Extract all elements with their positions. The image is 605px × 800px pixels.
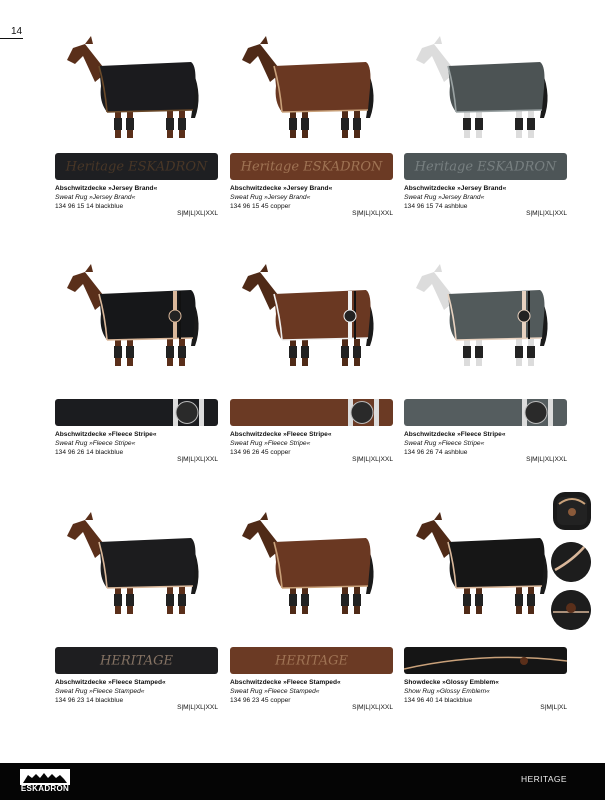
product-sizes: S|M|L|XL	[540, 704, 567, 711]
product-sizes: S|M|L|XL|XXL	[526, 456, 567, 463]
product-code: 134 96 15 14 blackblue	[55, 203, 124, 210]
product-subtitle: Sweat Rug »Fleece Stamped«	[230, 688, 320, 695]
fabric-swatch	[404, 399, 567, 426]
page-footer	[0, 763, 605, 800]
page-number-rule	[0, 38, 23, 39]
product-card	[55, 26, 218, 258]
fabric-swatch	[55, 399, 218, 426]
page-number: 14	[0, 26, 22, 37]
product-info	[230, 184, 393, 211]
swatch-stamp: Heritage ESKADRON	[240, 159, 383, 174]
product-card	[230, 254, 393, 486]
product-title: Abschwitzdecke »Fleece Stripe«	[404, 431, 506, 438]
product-info	[230, 678, 393, 705]
product-info	[55, 678, 218, 705]
product-sizes: S|M|L|XL|XXL	[177, 210, 218, 217]
trim-detail-illustration	[551, 542, 591, 582]
swatch-stamp: Heritage ESKADRON	[414, 159, 557, 174]
horse-photo	[230, 26, 393, 144]
stripe-emblem-icon	[55, 399, 218, 426]
product-sizes: S|M|L|XL|XXL	[352, 704, 393, 711]
product-title: Abschwitzdecke »Jersey Brand«	[55, 185, 158, 192]
fabric-swatch	[404, 153, 567, 180]
product-sizes: S|M|L|XL|XXL	[526, 210, 567, 217]
product-title: Abschwitzdecke »Jersey Brand«	[230, 185, 333, 192]
product-code: 134 96 26 45 copper	[230, 449, 291, 456]
product-subtitle: Sweat Rug »Jersey Brand«	[55, 194, 136, 201]
footer-logo-text: ESKADRON	[20, 784, 70, 793]
stripe-emblem-icon	[404, 399, 567, 426]
product-info	[55, 430, 218, 457]
product-card	[404, 502, 567, 734]
product-code: 134 96 26 74 ashblue	[404, 449, 468, 456]
product-card	[230, 26, 393, 258]
product-code: 134 96 15 74 ashblue	[404, 203, 468, 210]
product-sizes: S|M|L|XL|XXL	[177, 704, 218, 711]
fabric-swatch	[404, 647, 567, 674]
emblem-detail-illustration	[551, 590, 591, 630]
product-subtitle: Sweat Rug »Jersey Brand«	[404, 194, 485, 201]
product-subtitle: Sweat Rug »Fleece Stripe«	[55, 440, 136, 447]
product-info	[404, 430, 567, 457]
detail-photo-trim	[551, 542, 591, 582]
product-subtitle: Sweat Rug »Jersey Brand«	[230, 194, 311, 201]
product-subtitle: Sweat Rug »Fleece Stamped«	[55, 688, 145, 695]
product-code: 134 96 23 14 blackblue	[55, 697, 124, 704]
horse-photo	[55, 26, 218, 144]
product-subtitle: Sweat Rug »Fleece Stripe«	[230, 440, 311, 447]
product-card	[404, 254, 567, 486]
product-title: Abschwitzdecke »Fleece Stamped«	[55, 679, 166, 686]
footer-brand-line: HERITAGE	[520, 774, 567, 784]
product-info	[404, 678, 567, 705]
glossy-emblem-icon	[404, 647, 567, 674]
product-card	[55, 254, 218, 486]
horse-photo	[55, 254, 218, 372]
fabric-swatch	[55, 647, 218, 674]
product-card	[55, 502, 218, 734]
horse-photo	[230, 254, 393, 372]
stripe-emblem-icon	[230, 399, 393, 426]
horse-photo	[230, 502, 393, 620]
horse-photo	[55, 502, 218, 620]
horse-photo	[404, 502, 567, 620]
product-sizes: S|M|L|XL|XXL	[352, 210, 393, 217]
product-title: Abschwitzdecke »Fleece Stripe«	[230, 431, 332, 438]
swatch-stamp: HERITAGE	[275, 653, 348, 668]
product-code: 134 96 23 45 copper	[230, 697, 291, 704]
product-title: Abschwitzdecke »Jersey Brand«	[404, 185, 507, 192]
horse-photo	[404, 254, 567, 372]
product-code: 134 96 26 14 blackblue	[55, 449, 124, 456]
product-subtitle: Sweat Rug »Fleece Stripe«	[404, 440, 485, 447]
product-card	[230, 502, 393, 734]
swatch-stamp: HERITAGE	[100, 653, 173, 668]
horse-photo	[404, 26, 567, 144]
product-title: Showdecke »Glossy Emblem«	[404, 679, 499, 686]
product-card	[404, 26, 567, 258]
fabric-swatch	[55, 153, 218, 180]
fabric-swatch	[230, 399, 393, 426]
product-info	[55, 184, 218, 211]
product-title: Abschwitzdecke »Fleece Stamped«	[230, 679, 341, 686]
product-code: 134 96 40 14 blackblue	[404, 697, 473, 704]
product-info	[230, 430, 393, 457]
detail-photo-collar	[553, 492, 591, 530]
collar-detail-illustration	[553, 492, 591, 530]
fabric-swatch	[230, 647, 393, 674]
product-info	[404, 184, 567, 211]
product-code: 134 96 15 45 copper	[230, 203, 291, 210]
product-subtitle: Show Rug »Glossy Emblem«	[404, 688, 490, 695]
product-title: Abschwitzdecke »Fleece Stripe«	[55, 431, 157, 438]
product-sizes: S|M|L|XL|XXL	[177, 456, 218, 463]
fabric-swatch	[230, 153, 393, 180]
detail-photo-emblem	[551, 590, 591, 630]
swatch-stamp: Heritage ESKADRON	[65, 159, 208, 174]
product-sizes: S|M|L|XL|XXL	[352, 456, 393, 463]
